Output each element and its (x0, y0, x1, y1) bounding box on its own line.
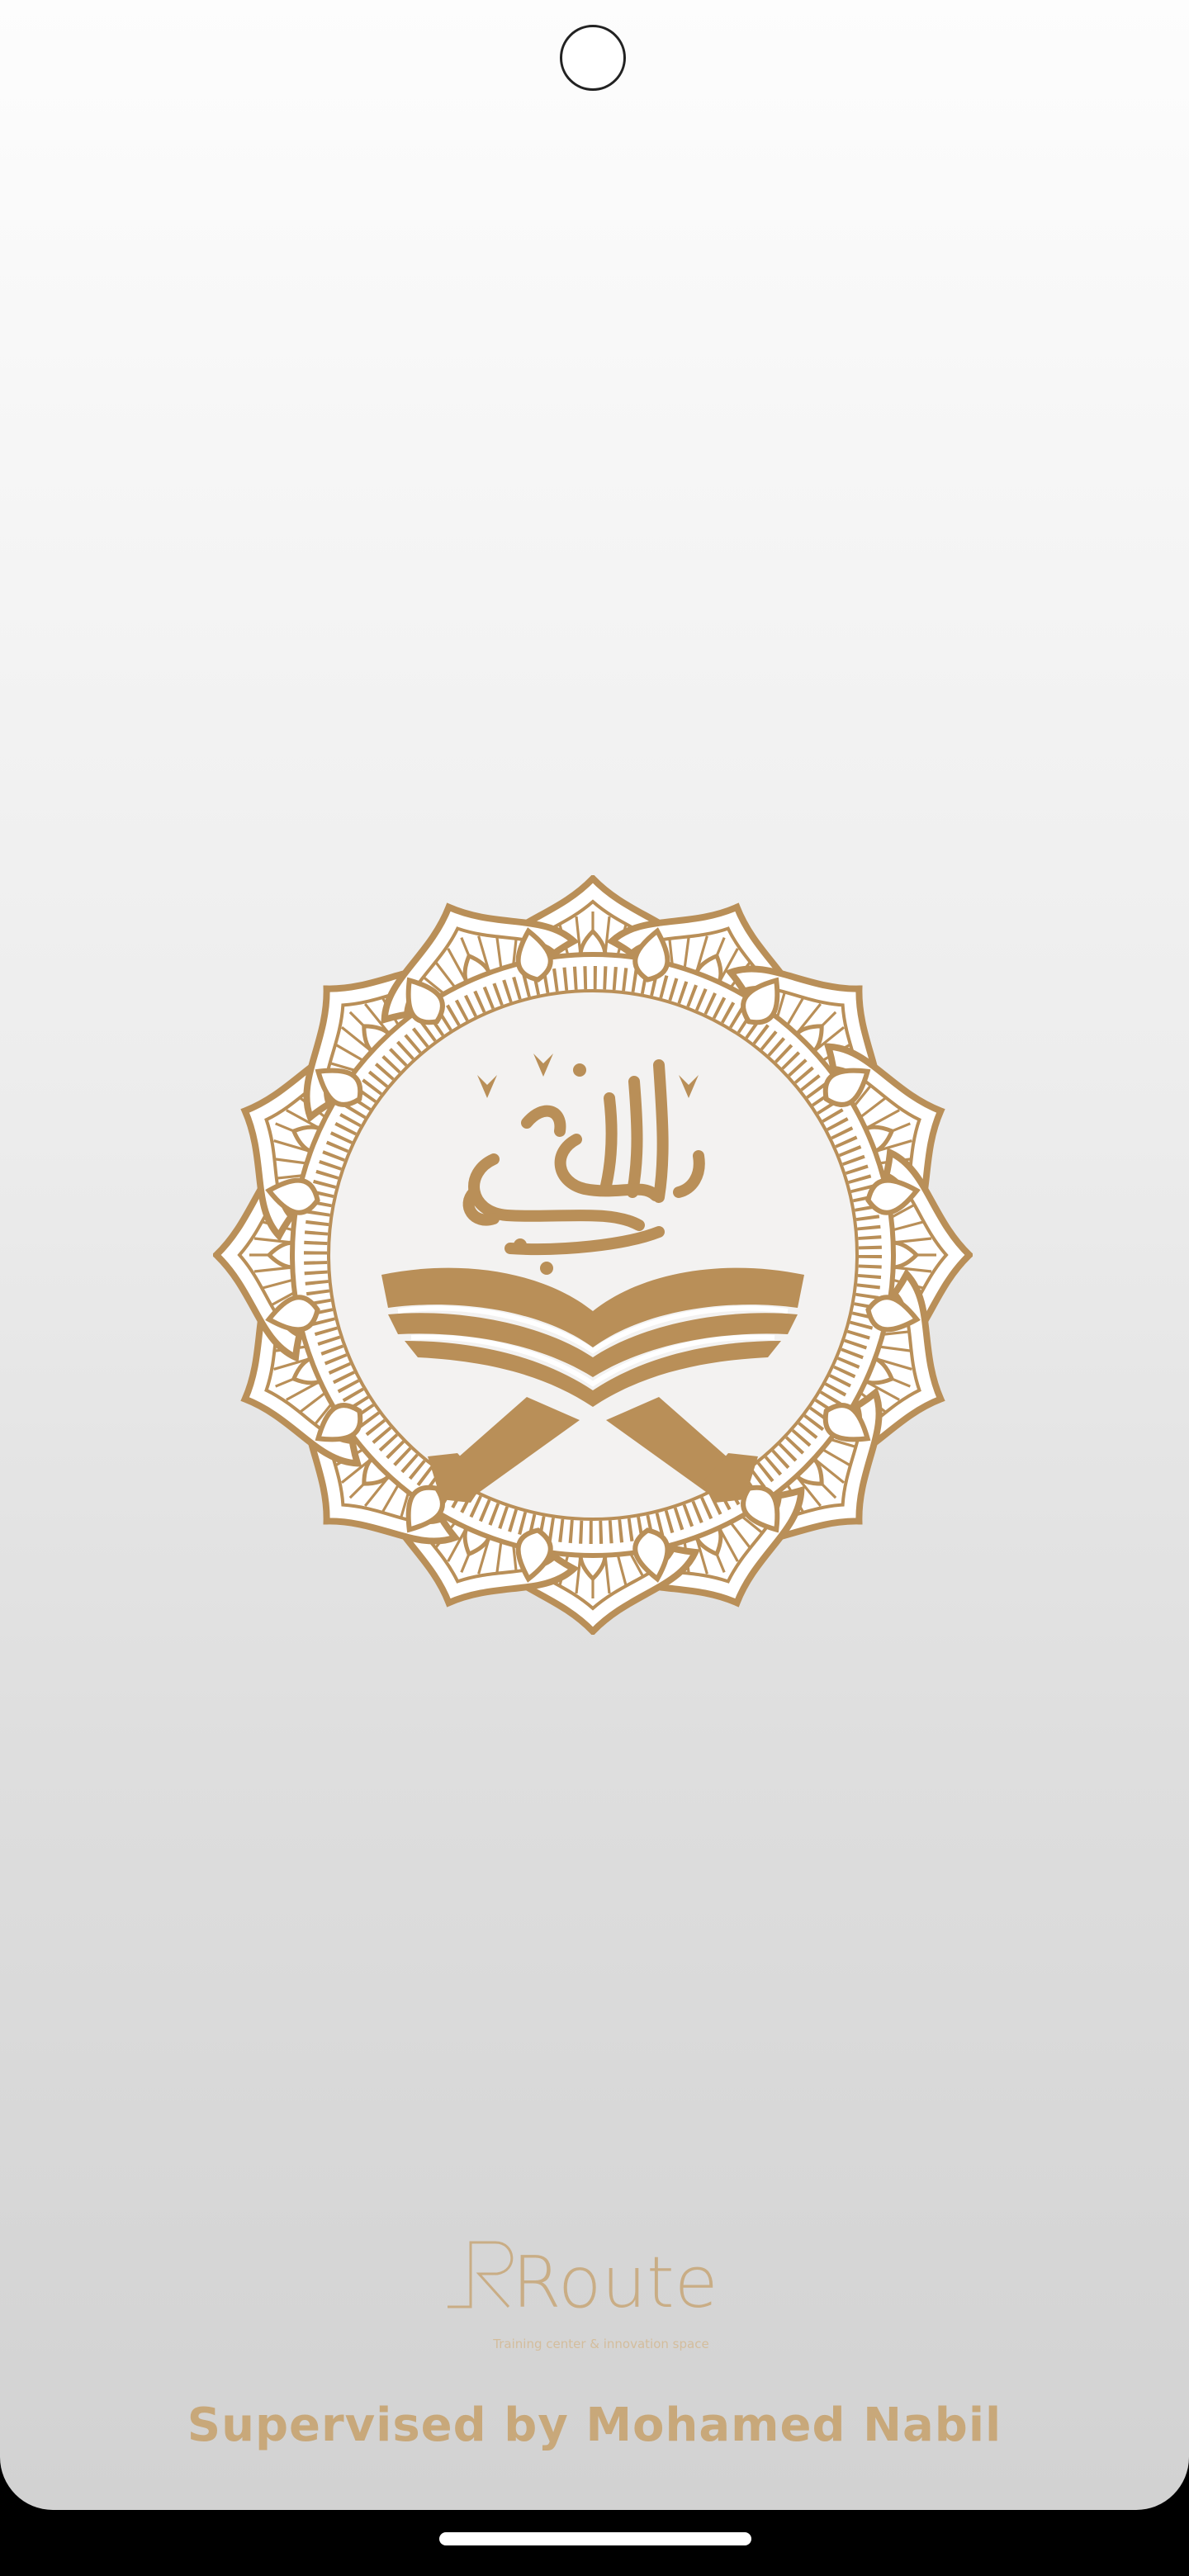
quran-emblem-logo (213, 875, 973, 1635)
supervised-by-text: Supervised by Mohamed Nabil (187, 2398, 1002, 2452)
route-tagline: Training center & innovation space (493, 2337, 709, 2351)
camera-cutout (560, 25, 626, 91)
route-wordmark: Route (512, 2242, 718, 2324)
route-sponsor-logo (446, 2237, 751, 2370)
home-indicator[interactable] (439, 2532, 751, 2545)
